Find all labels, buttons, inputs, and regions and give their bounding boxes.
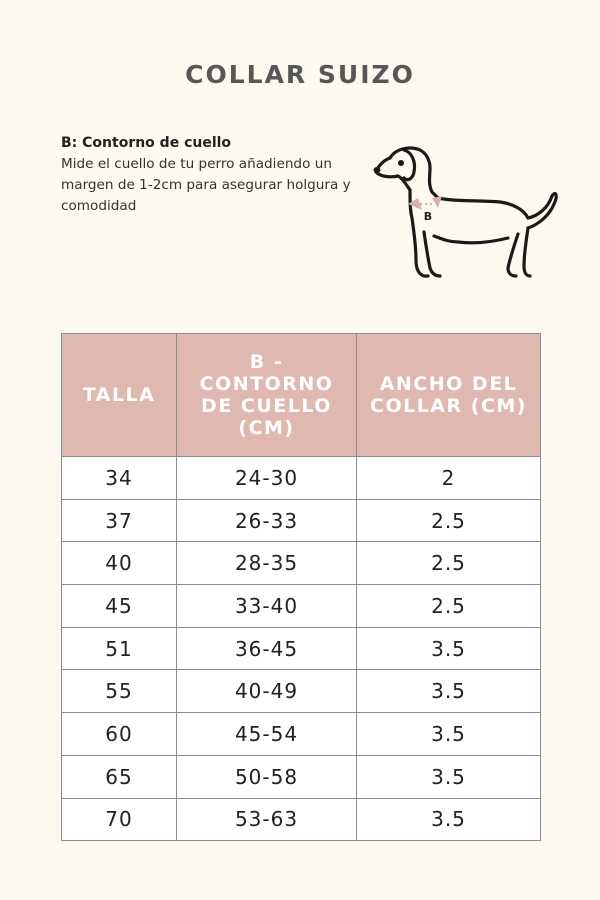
cell-neck: 26-33	[177, 499, 357, 542]
page-title: COLLAR SUIZO	[185, 60, 415, 89]
collar-marker-label: B	[423, 210, 433, 223]
cell-neck: 28-35	[177, 542, 357, 585]
cell-size: 40	[62, 542, 177, 585]
cell-width: 2.5	[357, 499, 541, 542]
cell-size: 37	[62, 499, 177, 542]
collar-marker-right	[432, 196, 442, 208]
cell-width: 3.5	[357, 798, 541, 841]
cell-neck: 45-54	[177, 713, 357, 756]
table-header-row	[62, 334, 541, 457]
instructions-heading: B: Contorno de cuello	[61, 135, 232, 151]
cell-neck: 33-40	[177, 585, 357, 628]
table-row	[62, 585, 541, 628]
cell-size: 45	[62, 585, 177, 628]
table-row	[62, 457, 541, 500]
cell-neck: 24-30	[177, 457, 357, 500]
cell-size: 51	[62, 627, 177, 670]
table-row	[62, 713, 541, 756]
cell-size: 70	[62, 798, 177, 841]
cell-neck: 50-58	[177, 755, 357, 798]
cell-width: 2	[357, 457, 541, 500]
cell-size: 65	[62, 755, 177, 798]
cell-width: 2.5	[357, 585, 541, 628]
table-row	[62, 670, 541, 713]
size-table	[61, 333, 541, 841]
header-size: TALLA	[62, 334, 177, 457]
table-row	[62, 627, 541, 670]
cell-width: 3.5	[357, 670, 541, 713]
cell-neck: 40-49	[177, 670, 357, 713]
cell-size: 55	[62, 670, 177, 713]
table-row	[62, 542, 541, 585]
dog-outline-icon	[368, 138, 563, 286]
cell-width: 3.5	[357, 755, 541, 798]
table-row	[62, 499, 541, 542]
cell-neck: 36-45	[177, 627, 357, 670]
table-row	[62, 755, 541, 798]
table-row	[62, 798, 541, 841]
measurement-instructions	[61, 135, 361, 217]
cell-width: 2.5	[357, 542, 541, 585]
cell-size: 34	[62, 457, 177, 500]
cell-width: 3.5	[357, 627, 541, 670]
header-collar-width: ANCHO DEL COLLAR (CM)	[357, 334, 541, 457]
cell-width: 3.5	[357, 713, 541, 756]
instructions-text: Mide el cuello de tu perro añadiendo un margen de 1-2cm para asegurar holgura y comodidad	[61, 156, 351, 214]
cell-size: 60	[62, 713, 177, 756]
cell-neck: 53-63	[177, 798, 357, 841]
header-neck-circumference: B - CONTORNO DE CUELLO (CM)	[177, 334, 357, 457]
